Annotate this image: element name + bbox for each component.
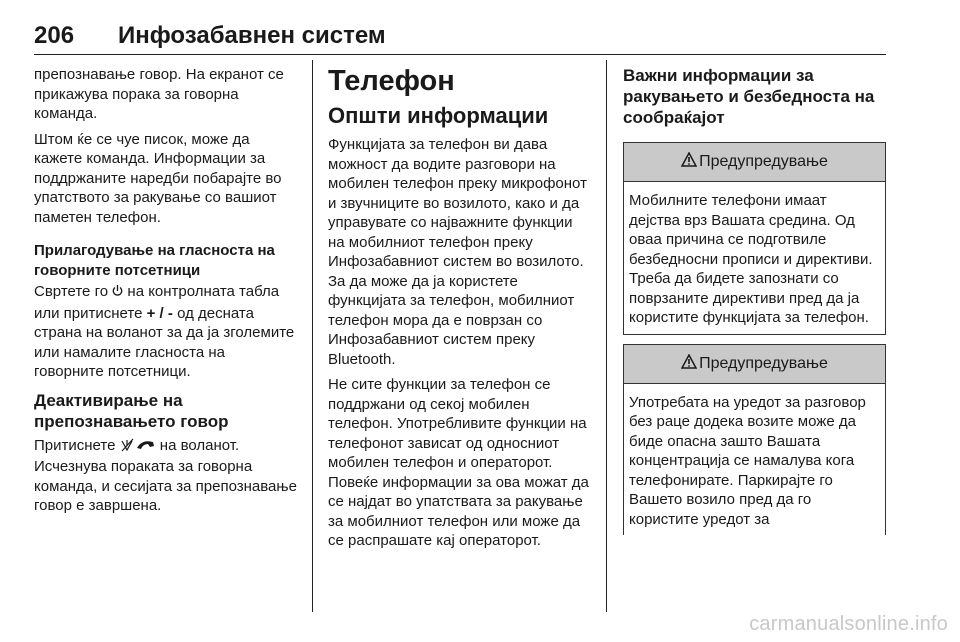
column-right [623, 65, 886, 544]
section-title: Инфозабавнен систем [118, 22, 386, 49]
power-knob-icon [112, 284, 123, 304]
paragraph-deactivate: Притиснете на воланот. Исчезнува пораката за говорна команда, и сесијата за препознавање говор е завршена. [34, 436, 297, 514]
page-header [34, 22, 886, 55]
paragraph: Функцијата за телефон ви дава можност да водите разговори на мобилен телефон преку микрофонот и звучниците во возилото, како и да управувате со најважните функции на мобилниот телефон преку Инфозабавниот систем во возилото. За да може да ја користете функцијата за телефон, мобилниот телефон мора да е поврзан со Инфозабавниот систем преку Bluetooth. [328, 136, 587, 368]
column-divider [606, 60, 607, 612]
subheading-deactivate: Деактивирање на препознавањето говор [34, 390, 229, 431]
chapter-subtitle: Општи информации [328, 103, 549, 128]
subheading-volume: Прилагодување на гласноста на говорните потсетници [34, 242, 275, 279]
chapter-title: Телефон [328, 65, 455, 97]
page-number: 206 [34, 22, 75, 49]
paragraph: Не сите функции за телефон се поддржани од секој мобилен телефон. Употребливите функции на телефонот зависат од односниот мобилен телефон и операторот. Повеќе информации за ова можат да се најдат во упатствата за ракување за мобилниот телефон или може да се распрашате кај операторот. [328, 376, 589, 549]
column-divider [312, 60, 313, 612]
warning-triangle-icon [681, 144, 697, 159]
paragraph: препознавање говор. На екранот се прикажува порака за говорна команда. [34, 66, 284, 122]
warning-header: Предупредување [624, 345, 885, 384]
warning-text: Употребата на уредот за разговор без раце додека возите може да биде опасна зашто Вашата концентрација се намалува кога телефонирате. Паркирајте го Вашето возило пред да го користите уредот за [629, 393, 866, 528]
warning-box [623, 344, 886, 536]
column-left [34, 65, 298, 522]
paragraph-volume: Свртете го на контролната табла или притиснете + / - од десната страна на воланот за да ја зголемите или намалите гласноста на говорните потсетници. [34, 283, 295, 380]
warning-box [623, 142, 886, 335]
paragraph: Штом ќе се чуе писок, може да кажете команда. Информации за поддржаните наредби побарајте во упатството за ракување со вашиот паметен телефон. [34, 130, 282, 226]
warning-triangle-icon [681, 346, 697, 361]
warning-text: Мобилните телефони имаат дејства врз Вашата средина. Од оваа причина се подготвиле безбедносни прописи и директиви. Треба да бидете запознати со поврзаните директиви пред да ја користите функцијата за телефон. [629, 192, 873, 326]
voice-recognition-icon [120, 438, 156, 458]
column-middle [328, 65, 591, 557]
warning-header: Предупредување [624, 143, 885, 182]
watermark: carmanualsonline.info [749, 613, 948, 635]
safety-heading: Важни информации за ракувањето и безбедноста на сообраќајот [623, 66, 875, 127]
